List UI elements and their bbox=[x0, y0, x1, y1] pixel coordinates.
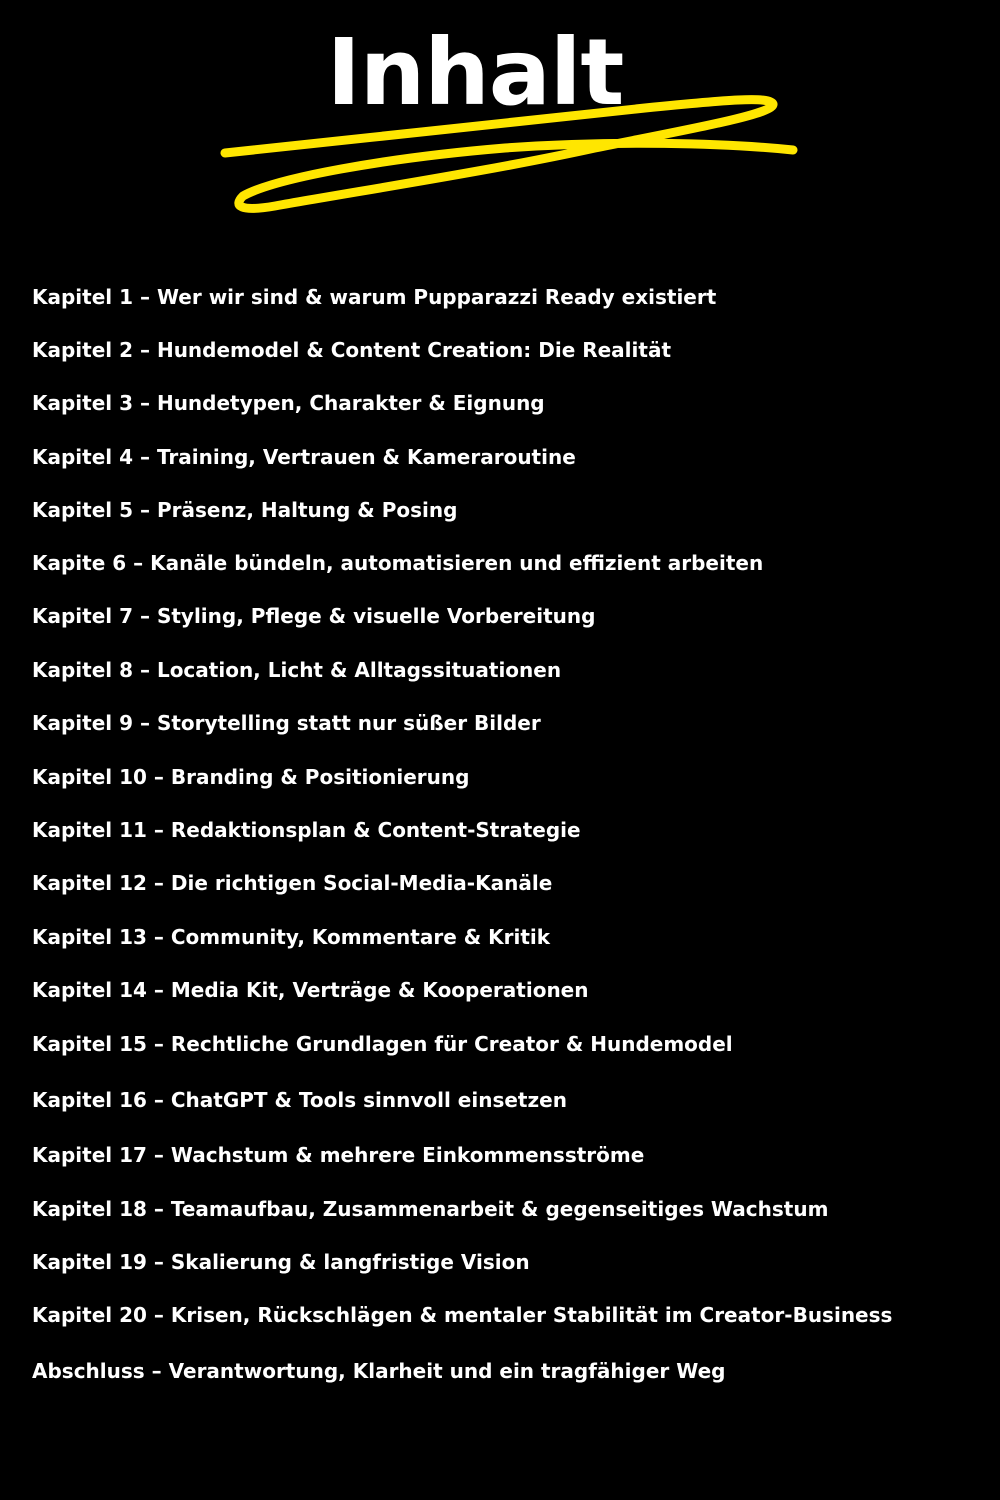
toc-entry: Kapitel 11 – Redaktionsplan & Content-Strategie bbox=[32, 818, 581, 842]
toc-entry: Kapitel 9 – Storytelling statt nur süßer Bilder bbox=[32, 711, 541, 735]
toc-entry: Kapitel 1 – Wer wir sind & warum Pupparazzi Ready existiert bbox=[32, 285, 717, 309]
toc-entry: Kapite 6 – Kanäle bündeln, automatisieren und effizient arbeiten bbox=[32, 551, 764, 575]
scribble-stroke bbox=[225, 100, 793, 209]
toc-entry: Abschluss – Verantwortung, Klarheit und ein tragfähiger Weg bbox=[32, 1359, 726, 1383]
toc-entry: Kapitel 3 – Hundetypen, Charakter & Eignung bbox=[32, 391, 545, 415]
toc-entry: Kapitel 14 – Media Kit, Verträge & Kooperationen bbox=[32, 978, 589, 1002]
toc-entry: Kapitel 7 – Styling, Pflege & visuelle Vorbereitung bbox=[32, 604, 596, 628]
toc-entry: Kapitel 20 – Krisen, Rückschlägen & mentaler Stabilität im Creator-Business bbox=[32, 1303, 893, 1327]
toc-entry: Kapitel 4 – Training, Vertrauen & Kameraroutine bbox=[32, 445, 576, 469]
page-title: Inhalt bbox=[326, 19, 624, 126]
toc-entry: Kapitel 16 – ChatGPT & Tools sinnvoll einsetzen bbox=[32, 1088, 567, 1112]
toc-entry: Kapitel 8 – Location, Licht & Alltagssituationen bbox=[32, 658, 562, 682]
toc-entry: Kapitel 2 – Hundemodel & Content Creation: Die Realität bbox=[32, 338, 672, 362]
toc-entry: Kapitel 12 – Die richtigen Social-Media-Kanäle bbox=[32, 871, 553, 895]
toc-entry: Kapitel 13 – Community, Kommentare & Kritik bbox=[32, 925, 551, 949]
toc-entry: Kapitel 18 – Teamaufbau, Zusammenarbeit & gegenseitiges Wachstum bbox=[32, 1197, 829, 1221]
toc-entry: Kapitel 5 – Präsenz, Haltung & Posing bbox=[32, 498, 458, 522]
toc-entry: Kapitel 10 – Branding & Positionierung bbox=[32, 765, 470, 789]
title-underline-scribble bbox=[215, 88, 805, 223]
toc-entry: Kapitel 15 – Rechtliche Grundlagen für Creator & Hundemodel bbox=[32, 1032, 733, 1056]
toc-entry: Kapitel 17 – Wachstum & mehrere Einkommensströme bbox=[32, 1143, 645, 1167]
toc-entry: Kapitel 19 – Skalierung & langfristige Vision bbox=[32, 1250, 530, 1274]
